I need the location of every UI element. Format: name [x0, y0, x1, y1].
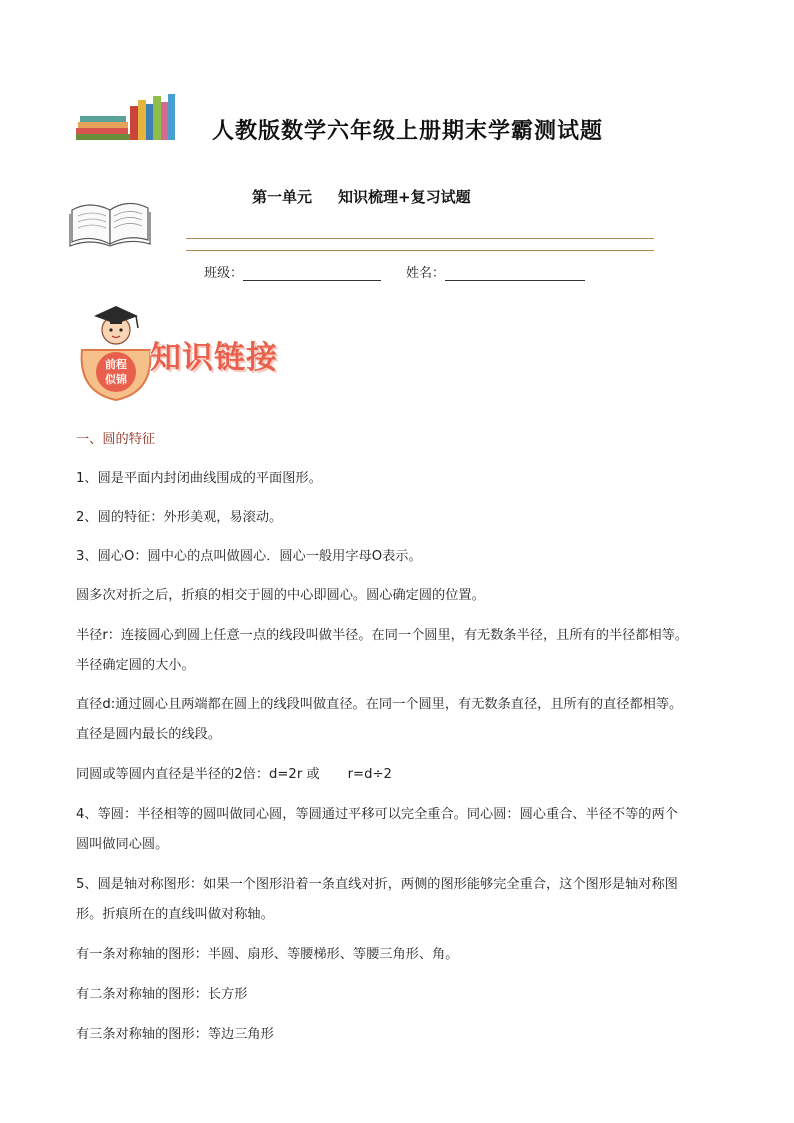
- name-field: [406, 262, 585, 281]
- content-line: 5、圆是轴对称图形：如果一个图形沿着一条直线对折，两侧的图形能够完全重合，这个图形是轴对称图: [76, 877, 678, 892]
- content-line: 3、圆心O：圆中心的点叫做圆心．圆心一般用字母O表示。: [76, 549, 422, 564]
- books-stack-icon: [76, 92, 176, 142]
- content-line: 有三条对称轴的图形：等边三角形: [76, 1027, 274, 1042]
- header-rule-bottom: [186, 250, 654, 251]
- content-line: 直径是圆内最长的线段。: [76, 727, 222, 742]
- content-line: 半径确定圆的大小。: [76, 658, 195, 673]
- class-blank-line[interactable]: [243, 266, 381, 281]
- content-line: 1、圆是平面内封闭曲线围成的平面图形。: [76, 471, 322, 486]
- content-line: 有二条对称轴的图形：长方形: [76, 987, 248, 1002]
- content-line: 有一条对称轴的图形：半圆、扇形、等腰梯形、等腰三角形、角。: [76, 947, 459, 962]
- badge-small-text-2: 似锦: [105, 373, 127, 386]
- knowledge-link-label: 知识链接: [150, 340, 278, 376]
- class-field: [204, 262, 381, 281]
- formula-text-1: 同圆或等圆内直径是半径的2倍：d=2r 或: [76, 767, 320, 782]
- name-label: 姓名：: [406, 266, 446, 281]
- name-blank-line[interactable]: [445, 266, 585, 281]
- unit-subtitle: [252, 186, 471, 207]
- subtitle-label: 知识梳理+复习试题: [338, 188, 471, 206]
- graduate-badge-icon: [74, 296, 158, 406]
- content-line: 2、圆的特征：外形美观，易滚动。: [76, 510, 283, 525]
- badge-small-text-1: 前程: [105, 358, 127, 371]
- formula-line: [76, 760, 726, 790]
- content-line: 直径d:通过圆心且两端都在圆上的线段叫做直径。在同一个圆里，有无数条直径，且所有的直径都相等。: [76, 697, 683, 712]
- unit-label: 第一单元: [252, 188, 313, 206]
- content-line: 4、等圆：半径相等的圆叫做同心圆，等圆通过平移可以完全重合。同心圆：圆心重合、半径不等的两个: [76, 807, 678, 822]
- page-title: 人教版数学六年级上册期末学霸测试题: [212, 118, 604, 144]
- section-heading: 一、圆的特征: [76, 432, 156, 447]
- content-line: 形。折痕所在的直线叫做对称轴。: [76, 907, 274, 922]
- formula-text-2: r=d÷2: [347, 767, 392, 782]
- content-line: 圆叫做同心圆。: [76, 837, 169, 852]
- content-line: 半径r：连接圆心到圆上任意一点的线段叫做半径。在同一个圆里，有无数条半径，且所有的半径都相等。: [76, 628, 689, 643]
- content-line: 圆多次对折之后，折痕的相交于圆的中心即圆心。圆心确定圆的位置。: [76, 588, 485, 603]
- class-label: 班级：: [204, 266, 244, 281]
- header-rule-top: [186, 238, 654, 239]
- open-book-icon: [68, 196, 152, 248]
